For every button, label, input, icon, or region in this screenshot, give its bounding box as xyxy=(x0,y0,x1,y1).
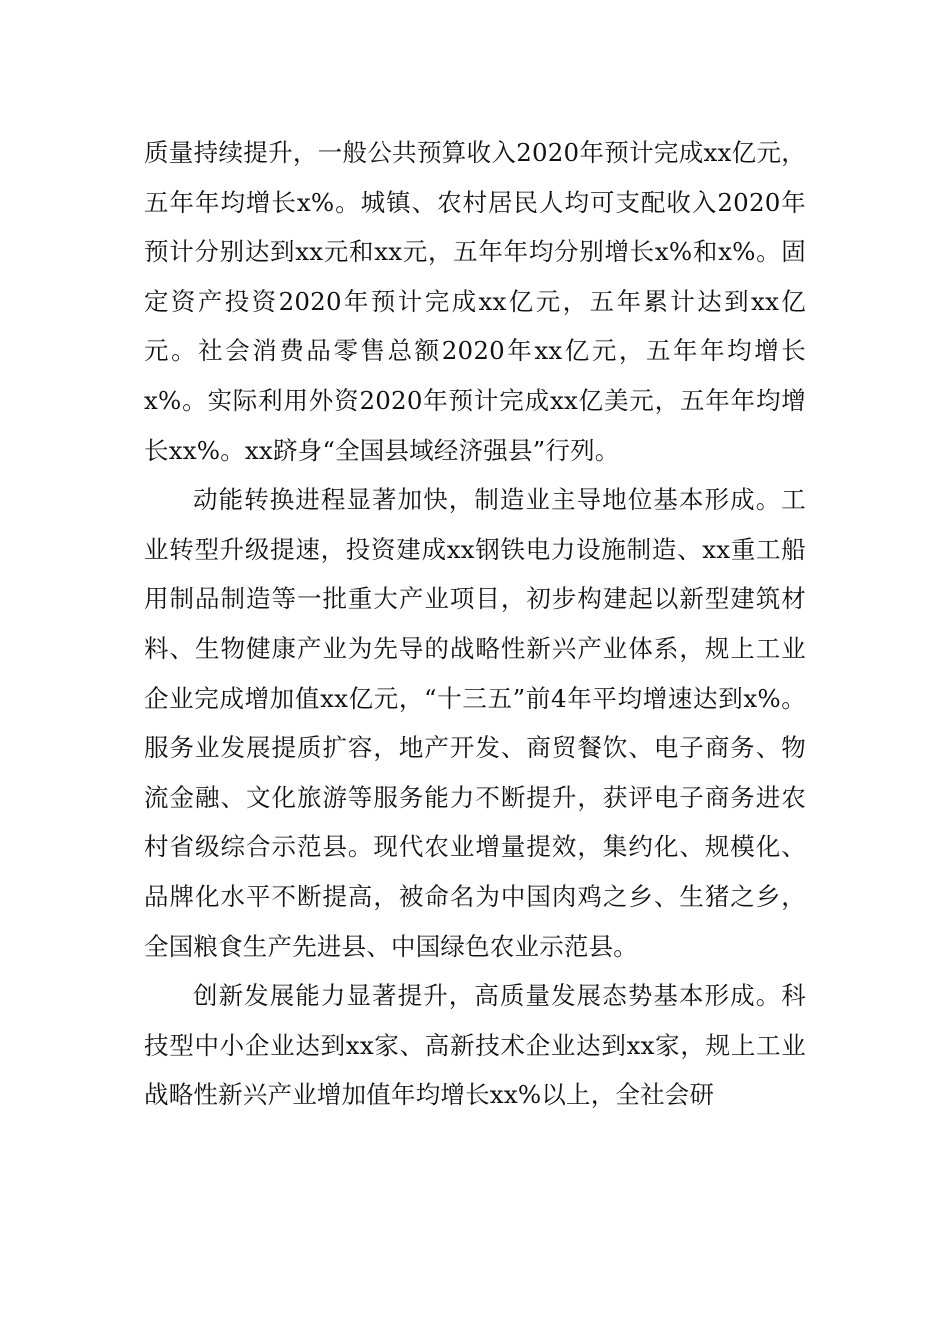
paragraph-3: 创新发展能力显著提升，高质量发展态势基本形成。科技型中小企业达到xx家、高新技术企业达到xx家，规上工业战略性新兴产业增加值年均增长xx%以上，全社会研 xyxy=(144,981,806,1110)
document-body xyxy=(144,128,806,1120)
paragraph-1: 质量持续提升，一般公共预算收入2020年预计完成xx亿元，五年年均增长x%。城镇、农村居民人均可支配收入2020年预计分别达到xx元和xx元，五年年均分别增长x%和x%。固定资产投资2020年预计完成xx亿元，五年累计达到xx亿元。社会消费品零售总额2020年xx亿元，五年年均增长x%。实际利用外资2020年预计完成xx亿美元，五年年均增长xx%。xx跻身“全国县域经济强县”行列。 xyxy=(144,138,806,465)
paragraph-2: 动能转换进程显著加快，制造业主导地位基本形成。工业转型升级提速，投资建成xx钢铁电力设施制造、xx重工船用制品制造等一批重大产业项目，初步构建起以新型建筑材料、生物健康产业为先导的战略性新兴产业体系，规上工业企业完成增加值xx亿元，“十三五”前4年平均增速达到x%。服务业发展提质扩容，地产开发、商贸餐饮、电子商务、物流金融、文化旅游等服务能力不断提升，获评电子商务进农村省级综合示范县。现代农业增量提效，集约化、规模化、品牌化水平不断提高，被命名为中国肉鸡之乡、生猪之乡，全国粮食生产先进县、中国绿色农业示范县。 xyxy=(144,485,806,961)
